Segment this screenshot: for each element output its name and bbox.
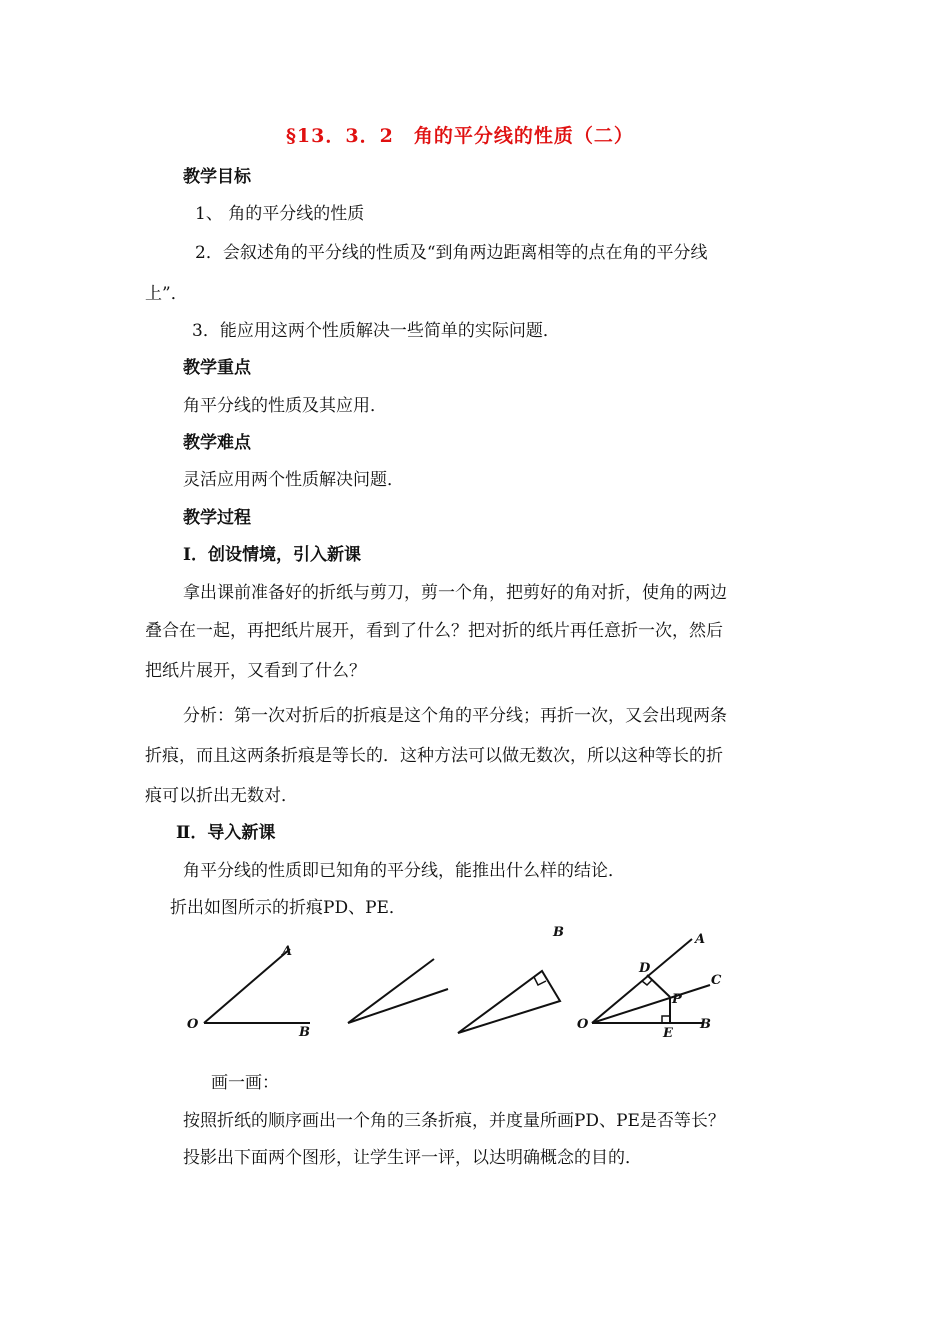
fig4-label-o: O	[577, 1017, 589, 1032]
fig4-label-p: P	[672, 992, 682, 1007]
section-1-heading: Ⅰ．创设情境，引入新课	[183, 545, 361, 565]
fig1-label-a: A	[282, 944, 293, 959]
objective-item-2-line-2: 上”．	[145, 284, 188, 304]
section-1-para-1-line-1: 拿出课前准备好的折纸与剪刀，剪一个角，把剪好的角对折，使角的两边	[183, 583, 727, 603]
objective-item-1: 1、 角的平分线的性质	[195, 204, 365, 224]
fig1-label-o: O	[187, 1017, 199, 1032]
section-1-para-2-line-2: 折痕，而且这两条折痕是等长的．这种方法可以做无数次，所以这种等长的折	[145, 746, 723, 766]
fig-folded-angle	[348, 959, 448, 1023]
draw-label: 画一画：	[211, 1073, 279, 1093]
fig-angle-aob	[187, 944, 310, 1040]
fig4-label-a: A	[695, 932, 706, 947]
section-1-para-1-line-2: 叠合在一起，再把纸片展开，看到了什么？把对折的纸片再任意折一次，然后	[145, 621, 723, 641]
section-2-line-2: 折出如图所示的折痕PD、PE．	[170, 898, 406, 918]
fig3-label-b: B	[553, 925, 564, 940]
section-1-para-1-line-3: 把纸片展开，又看到了什么？	[145, 661, 366, 681]
process-heading: 教学过程	[183, 508, 251, 528]
objectives-heading: 教学目标	[183, 167, 251, 187]
objective-item-2-line-1: 2．会叙述角的平分线的性质及“到角两边距离相等的点在角的平分线	[195, 243, 708, 263]
objective-item-3: 3．能应用这两个性质解决一些简单的实际问题．	[192, 321, 560, 341]
difficulties-heading: 教学难点	[183, 433, 251, 453]
section-2-line-3: 按照折纸的顺序画出一个角的三条折痕，并度量所画PD、PE是否等长？	[183, 1111, 725, 1131]
key-points-text: 角平分线的性质及其应用．	[183, 396, 387, 416]
fig4-label-b: B	[700, 1017, 711, 1032]
fig4-label-d: D	[639, 961, 651, 976]
page-title: §13．3．2 角的平分线的性质（二）	[286, 125, 634, 147]
section-1-para-2-line-3: 痕可以折出无数对．	[145, 786, 298, 806]
section-1-para-2-line-1: 分析：第一次对折后的折痕是这个角的平分线；再折一次，又会出现两条	[183, 706, 727, 726]
section-2-heading: Ⅱ．导入新课	[176, 823, 276, 843]
section-2-line-1: 角平分线的性质即已知角的平分线，能推出什么样的结论．	[183, 861, 625, 881]
paper-folding-figure	[180, 925, 740, 1045]
key-points-heading: 教学重点	[183, 358, 251, 378]
fig-bisector-perpendiculars	[577, 932, 722, 1041]
fig4-label-e: E	[663, 1026, 673, 1041]
fig4-label-c: C	[711, 973, 722, 988]
fig-folded-right-angle	[458, 925, 564, 1033]
section-2-line-4: 投影出下面两个图形，让学生评一评，以达明确概念的目的．	[183, 1148, 642, 1168]
difficulties-text: 灵活应用两个性质解决问题．	[183, 470, 404, 490]
fig1-label-b: B	[299, 1025, 310, 1040]
